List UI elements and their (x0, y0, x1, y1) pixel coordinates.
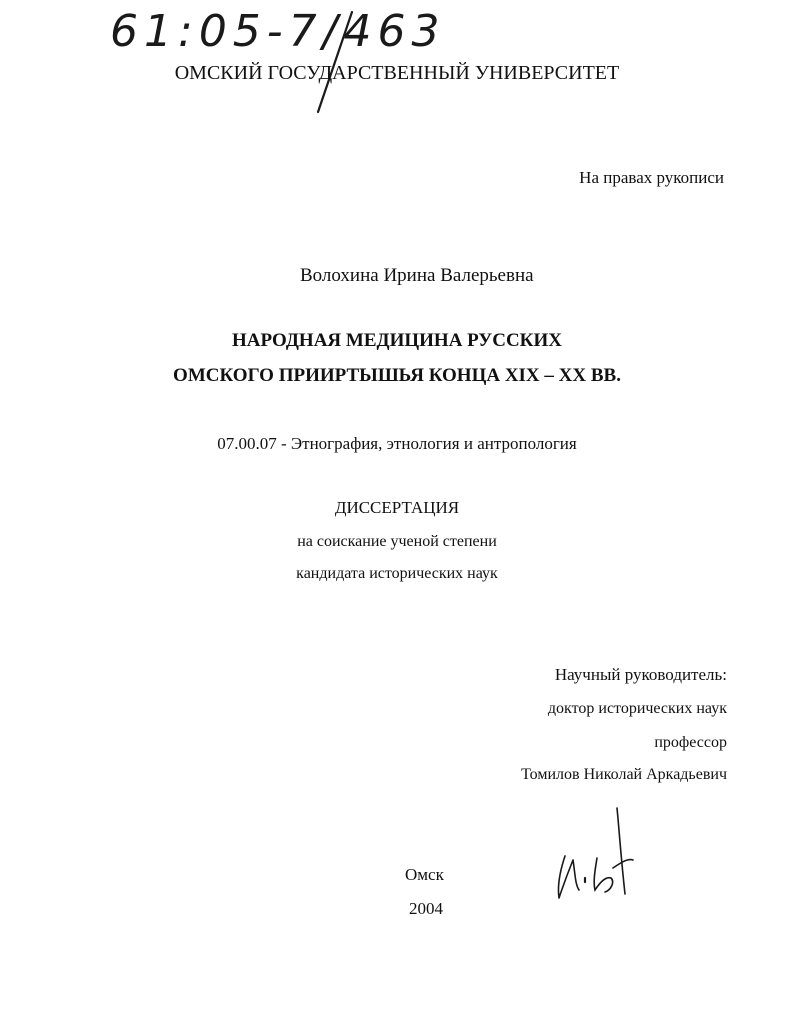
city: Омск (405, 865, 444, 884)
university-name: ОМСКИЙ ГОСУДАРСТВЕННЫЙ УНИВЕРСИТЕТ (174, 62, 620, 84)
year: 2004 (409, 899, 443, 918)
signature-icon (535, 798, 655, 908)
supervisor-degree: доктор исторических наук (547, 700, 727, 717)
degree-line-1: на соискание ученой степени (297, 533, 497, 550)
supervisor-name: Томилов Николай Аркадьевич (521, 766, 727, 783)
degree-line-2: кандидата исторических наук (296, 565, 498, 582)
archive-number-handwritten: 61:05-7/463 (110, 6, 446, 57)
supervisor-label: Научный руководитель: (554, 665, 727, 684)
dissertation-title-line-1: НАРОДНАЯ МЕДИЦИНА РУССКИХ (232, 330, 562, 351)
supervisor-rank: профессор (654, 734, 727, 751)
specialty-code: 07.00.07 - Этнография, этнология и антропология (217, 434, 577, 453)
document-type: ДИССЕРТАЦИЯ (334, 498, 460, 517)
author-name: Волохина Ирина Валерьевна (300, 265, 534, 286)
rights-notice: На правах рукописи (579, 168, 724, 187)
dissertation-title-line-2: ОМСКОГО ПРИИРТЫШЬЯ КОНЦА XIX – XX ВВ. (173, 365, 621, 386)
